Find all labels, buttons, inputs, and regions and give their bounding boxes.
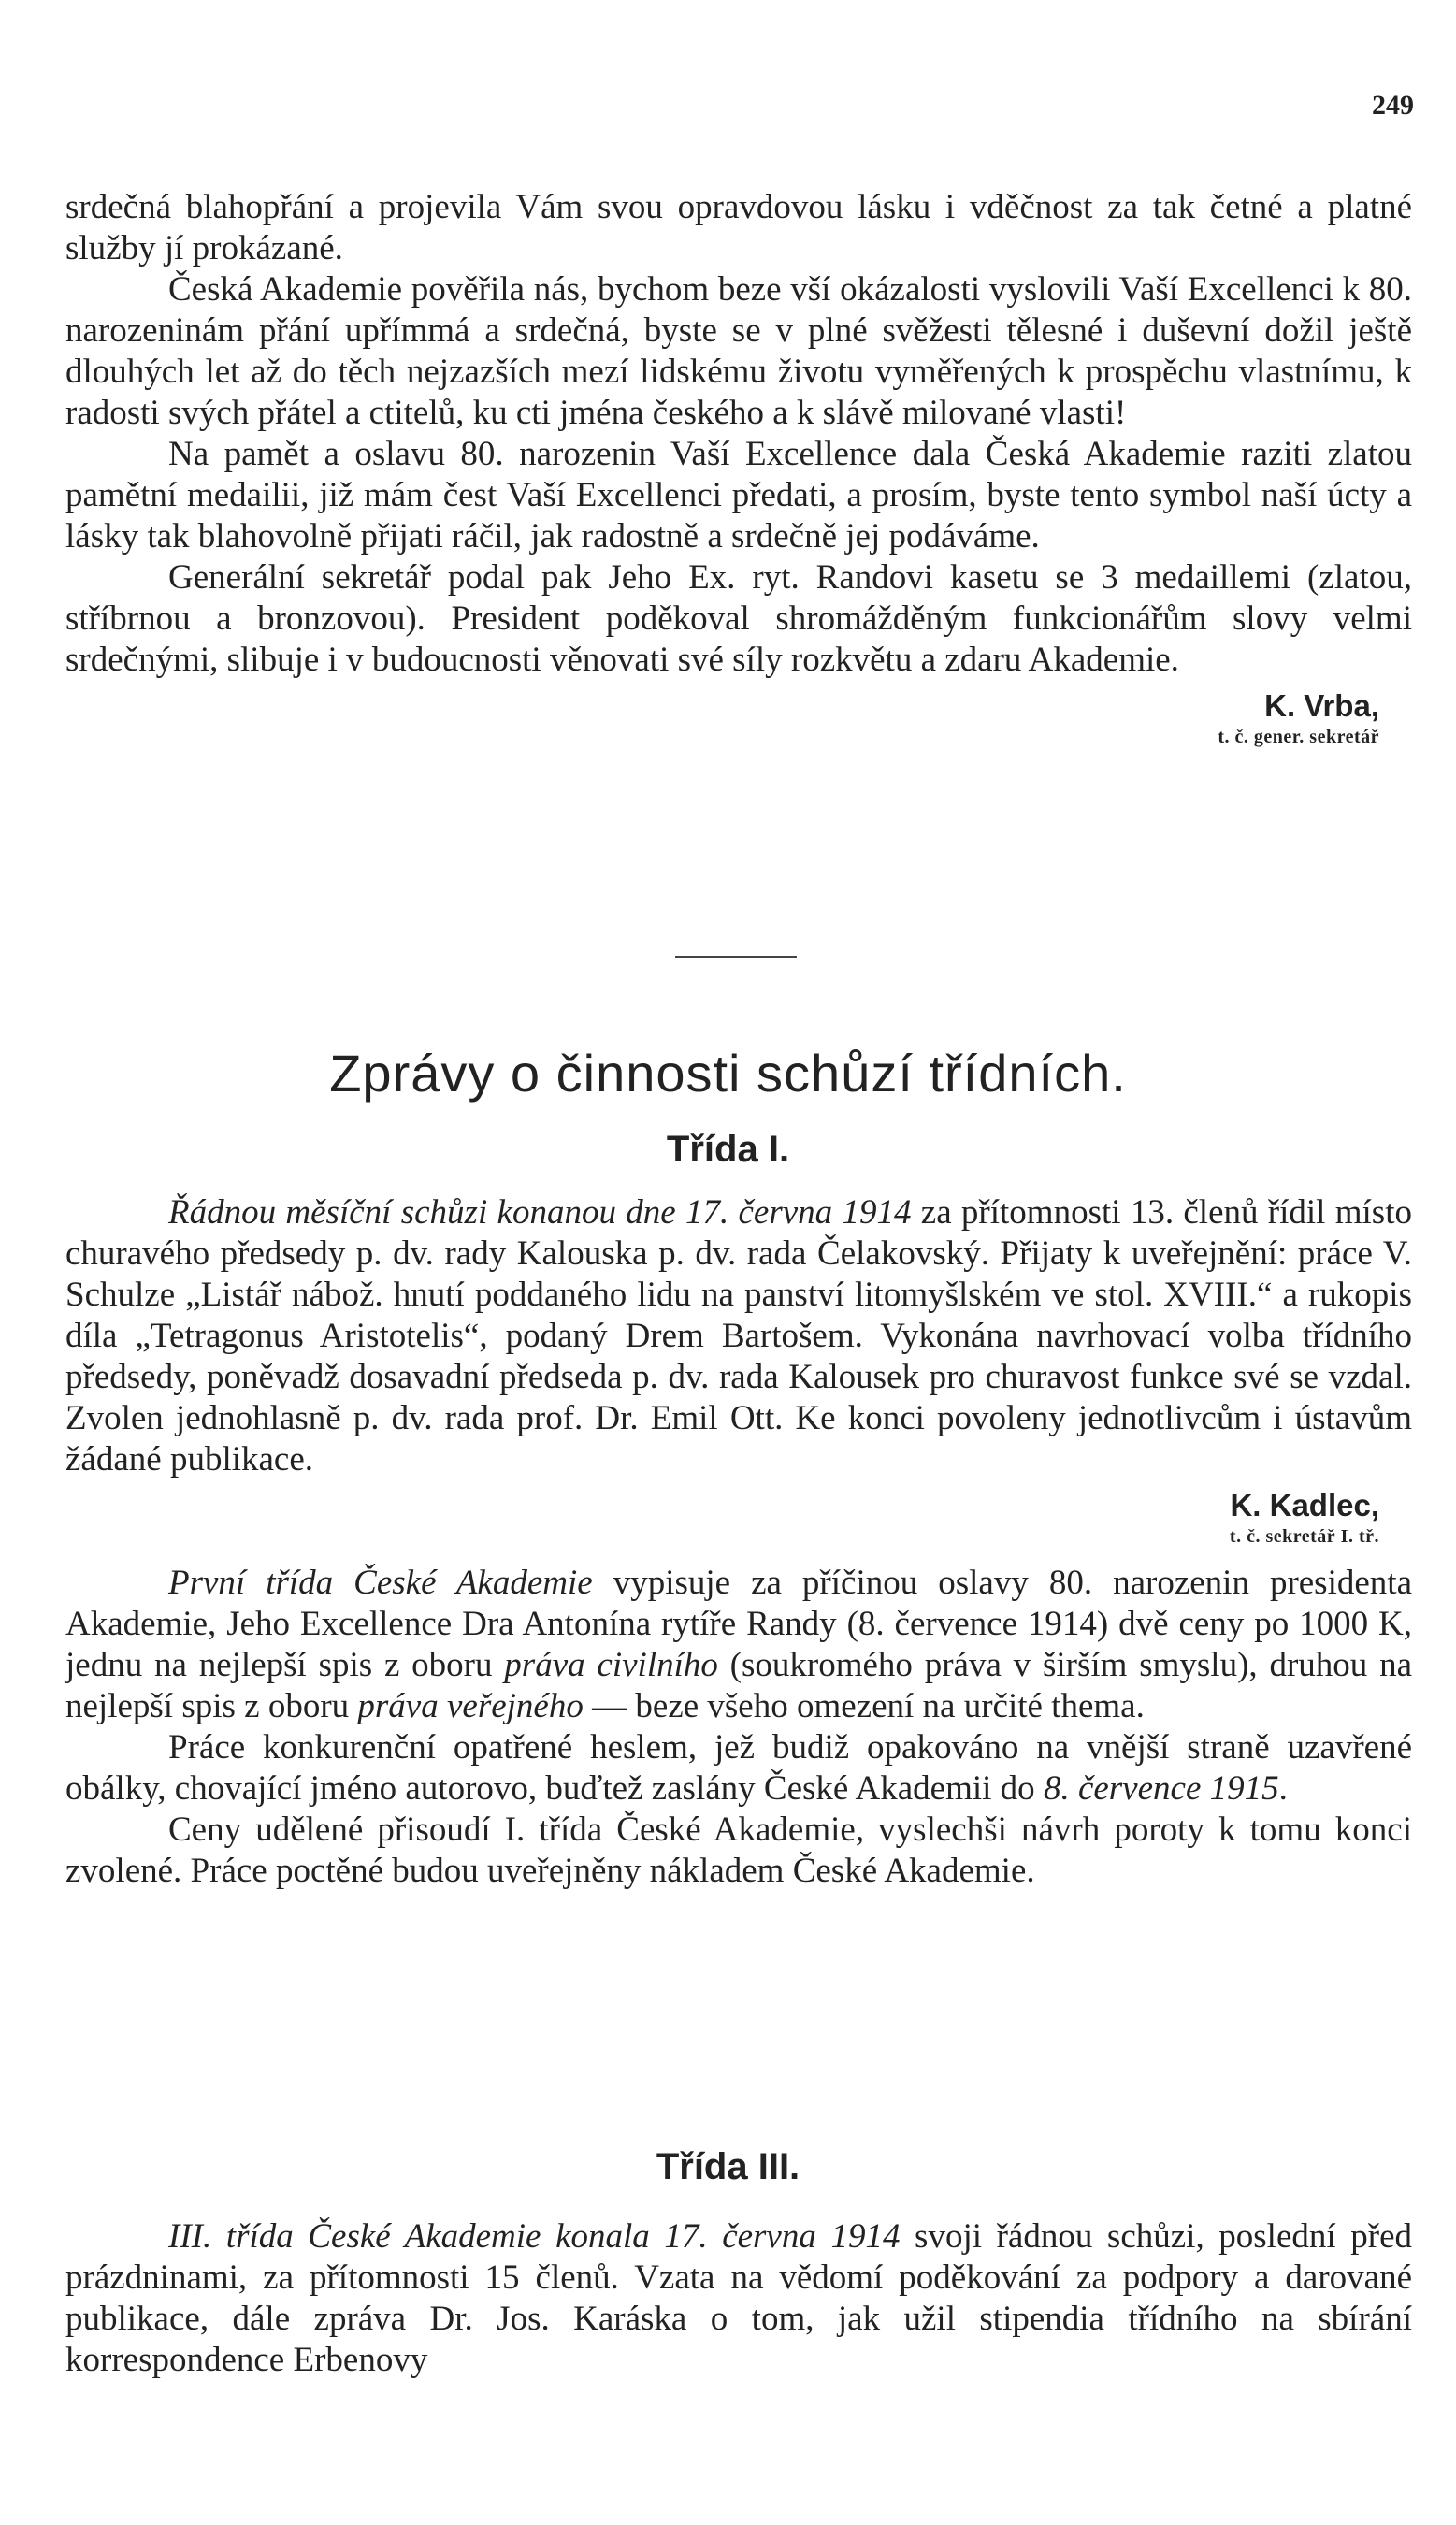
class-3-paragraph-1 [65, 2216, 1412, 2381]
class-1-p2-text-b: vypisuje za příčinou oslavy 80. narozenin presidenta Akademie, Jeho Excellence Dra Antonína rytíře Randy (8. července 1914) dvě ceny po 1000 K, jednu na nejlepší spis z oboru [65, 1564, 1412, 1684]
class-1-p1-rest: za přítomnosti 13. členů řídil místo churavého předsedy p. dv. rady Kalouska p. dv. rada Čelakovský. Přijaty k uveřejnění: práce V. Schulze „Listář nábož. hnutí poddaného lidu na panství litomyšlském ve stol. XVIII.“ a rukopis díla „Tetragonus Aristotelis“, podaný Drem Bartošem. Vykonána navrhovací volba třídního předsedy, poněvadž dosavadní předseda p. dv. rada Kalousek pro churavost funkce své se vzdal. Zvolen jednohlasně p. dv. rada prof. Dr. Emil Ott. Ke konci povoleny jednotlivcům i ústavům žádané publikace. [65, 1193, 1412, 1479]
intro-paragraph-2: Česká Akademie pověřila nás, bychom beze vší okázalosti vyslovili Vaší Excellenci k 80. narozeninám přání upřímmá a srdečná, byste se v plné svěžesti tělesné i duševní dožil ještě dlouhých let až do těch nejzazších mezí lidskému životu vyměřených k prospěchu vlastnímu, k radosti svých přátel a ctitelů, ku cti jména českého a k slávě milované vlasti! [65, 270, 1412, 432]
class-3-p1-italic: III. třída České Akademie konala 17. června 1914 [168, 2217, 901, 2256]
class-3-text [65, 2216, 1412, 2381]
class-1-p2-text-f: — beze všeho omezení na určité thema. [583, 1687, 1145, 1725]
class-1-p2-text-d: (soukromého práva v širším smyslu), druhou na nejlepší spis z oboru [65, 1646, 1412, 1725]
class-1-p1-italic: Řádnou měsíční schůzi konanou dne 17. června 1914 [168, 1193, 912, 1232]
class-1-p2-italic-e: práva veřejného [357, 1687, 584, 1725]
page-number: 249 [1372, 90, 1414, 121]
class-1-paragraph-1 [65, 1192, 1412, 1480]
signature-name: K. Kadlec, [1230, 1488, 1379, 1522]
intro-paragraph-4: Generální sekretář podal pak Jeho Ex. ryt. Randovi kasetu se 3 medaillemi (zlatou, stříbrnou a bronzovou). President poděkoval shromážděným funkcionářům slovy velmi srdečnými, slibuje i v budoucnosti věnovati své síly rozkvětu a zdaru Akademie. [65, 558, 1412, 679]
class-1-p2-italic-a: První třída České Akademie [168, 1564, 593, 1602]
class-1-p3-italic-b: 8. července 1915 [1043, 1769, 1279, 1808]
intro-text [65, 187, 1412, 748]
class-1-paragraph-4: Ceny udělené přisoudí I. třída České Akademie, vyslechši návrh poroty k tomu konci zvolené. Práce poctěné budou uveřejněny nákladem České Akademie. [65, 1811, 1412, 1890]
class-1-paragraph-3 [65, 1727, 1412, 1810]
class-3-heading: Třída III. [656, 2146, 800, 2187]
class-3-p1-rest: svoji řádnou schůzi, poslední před prázdninami, za přítomnosti 15 členů. Vzata na vědomí poděkování za podpory a darované publikace, dále zpráva Dr. Jos. Karáska o tom, jak užil stipendia třídního na sbírání korrespondence Erbenovy [65, 2217, 1412, 2379]
section-divider [675, 956, 797, 958]
signature-name: K. Vrba, [1264, 688, 1379, 723]
class-1-p3-text-c: . [1278, 1769, 1288, 1808]
class-1-heading: Třída I. [666, 1129, 790, 1170]
class-1-paragraph-2 [65, 1563, 1412, 1727]
class-1-p3-text-a: Práce konkurenční opatřené heslem, jež budiž opakováno na vnější straně uzavřené obálky, chovající jméno autorovo, buďtež zaslány České Akademii do [65, 1728, 1412, 1808]
signature-kadlec [65, 1486, 1412, 1548]
intro-paragraph-1: srdečná blahopřání a projevila Vám svou opravdovou lásku i vděčnost za tak četné a platné služby jí prokázané. [65, 188, 1412, 267]
intro-paragraph-3: Na pamět a oslavu 80. narozenin Vaší Excellence dala Česká Akademie raziti zlatou pamětní medailii, již mám čest Vaší Excellenci předati, a prosím, byste tento symbol naší úcty a lásky tak blahovolně přijati ráčil, jak radostně a srdečně jej podáváme. [65, 435, 1412, 556]
class-1-text [65, 1192, 1412, 1892]
class-1-p2-italic-c: práva civilního [504, 1646, 718, 1684]
signature-role: t. č. sekretář I. tř. [1229, 1526, 1379, 1547]
section-title: Zprávy o činnosti schůzí třídních. [329, 1044, 1127, 1103]
signature-vrba [65, 686, 1412, 748]
signature-role: t. č. gener. sekretář [1218, 727, 1379, 747]
